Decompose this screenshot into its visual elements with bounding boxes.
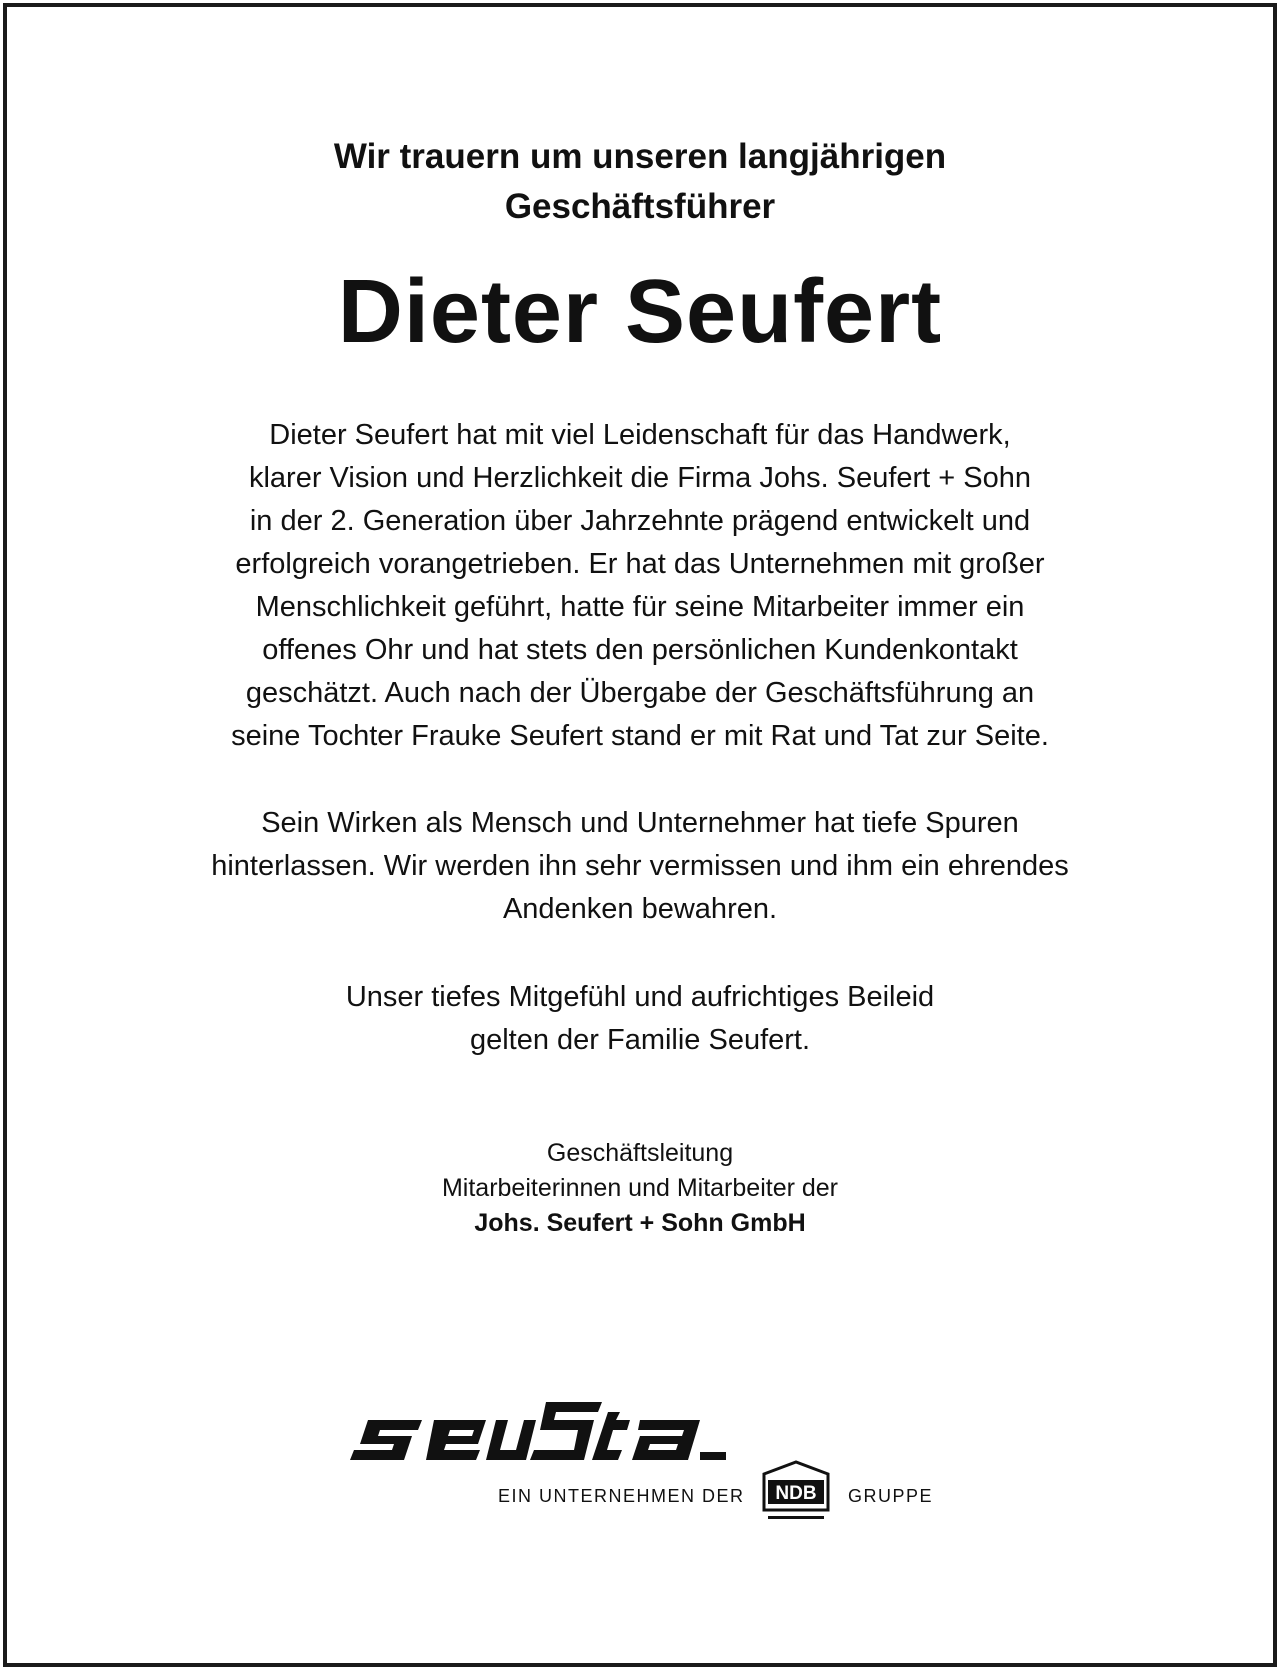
intro-line-2: Geschäftsführer (504, 187, 776, 226)
intro-heading (0, 132, 1280, 232)
tribute-paragraph-2: Sein Wirken als Mensch und Unternehmer hat tiefe Spuren hinterlassen. Wir werden ihn sehr vermissen und ihm ein ehrendes Andenken bewahren. (211, 807, 1069, 925)
seusta-logo-icon (350, 1390, 750, 1470)
signature-employees: Mitarbeiterinnen und Mitarbeiter der (441, 1174, 839, 1202)
company-logo (350, 1390, 950, 1540)
tribute-paragraph-1: Dieter Seufert hat mit viel Leidenschaft für das Handwerk, klarer Vision und Herzlichkeit die Firma Johs. Seufert + Sohn in der 2. Generation über Jahrzehnte prägend entwickelt und erfolgreich vorangetrieben. Er hat das Unternehmen mit großer Menschlichkeit geführt, hatte für seine Mitarbeiter immer ein offenes Ohr und hat stets den persönlichen Kundenkontakt geschätzt. Auch nach der Übergabe der Geschäftsführung an seine Tochter Frauke Seufert stand er mit Rat und Tat zur Seite. (231, 419, 1049, 752)
signature-company: Johs. Seufert + Sohn GmbH (474, 1209, 806, 1237)
intro-line-1: Wir trauern um unseren langjährigen (333, 137, 947, 176)
ndb-mark-text: NDB (775, 1483, 817, 1504)
signature-management: Geschäftsleitung (546, 1139, 734, 1167)
condolence-paragraph: Unser tiefes Mitgefühl und aufrichtiges Beileid gelten der Familie Seufert. (345, 981, 935, 1056)
deceased-name: Dieter Seufert (337, 262, 943, 362)
logo-tagline: EIN UNTERNEHMEN DER (498, 1486, 745, 1506)
signature-block (0, 1136, 1280, 1241)
ndb-group-icon (758, 1460, 834, 1526)
logo-group-word: GRUPPE (848, 1486, 934, 1506)
